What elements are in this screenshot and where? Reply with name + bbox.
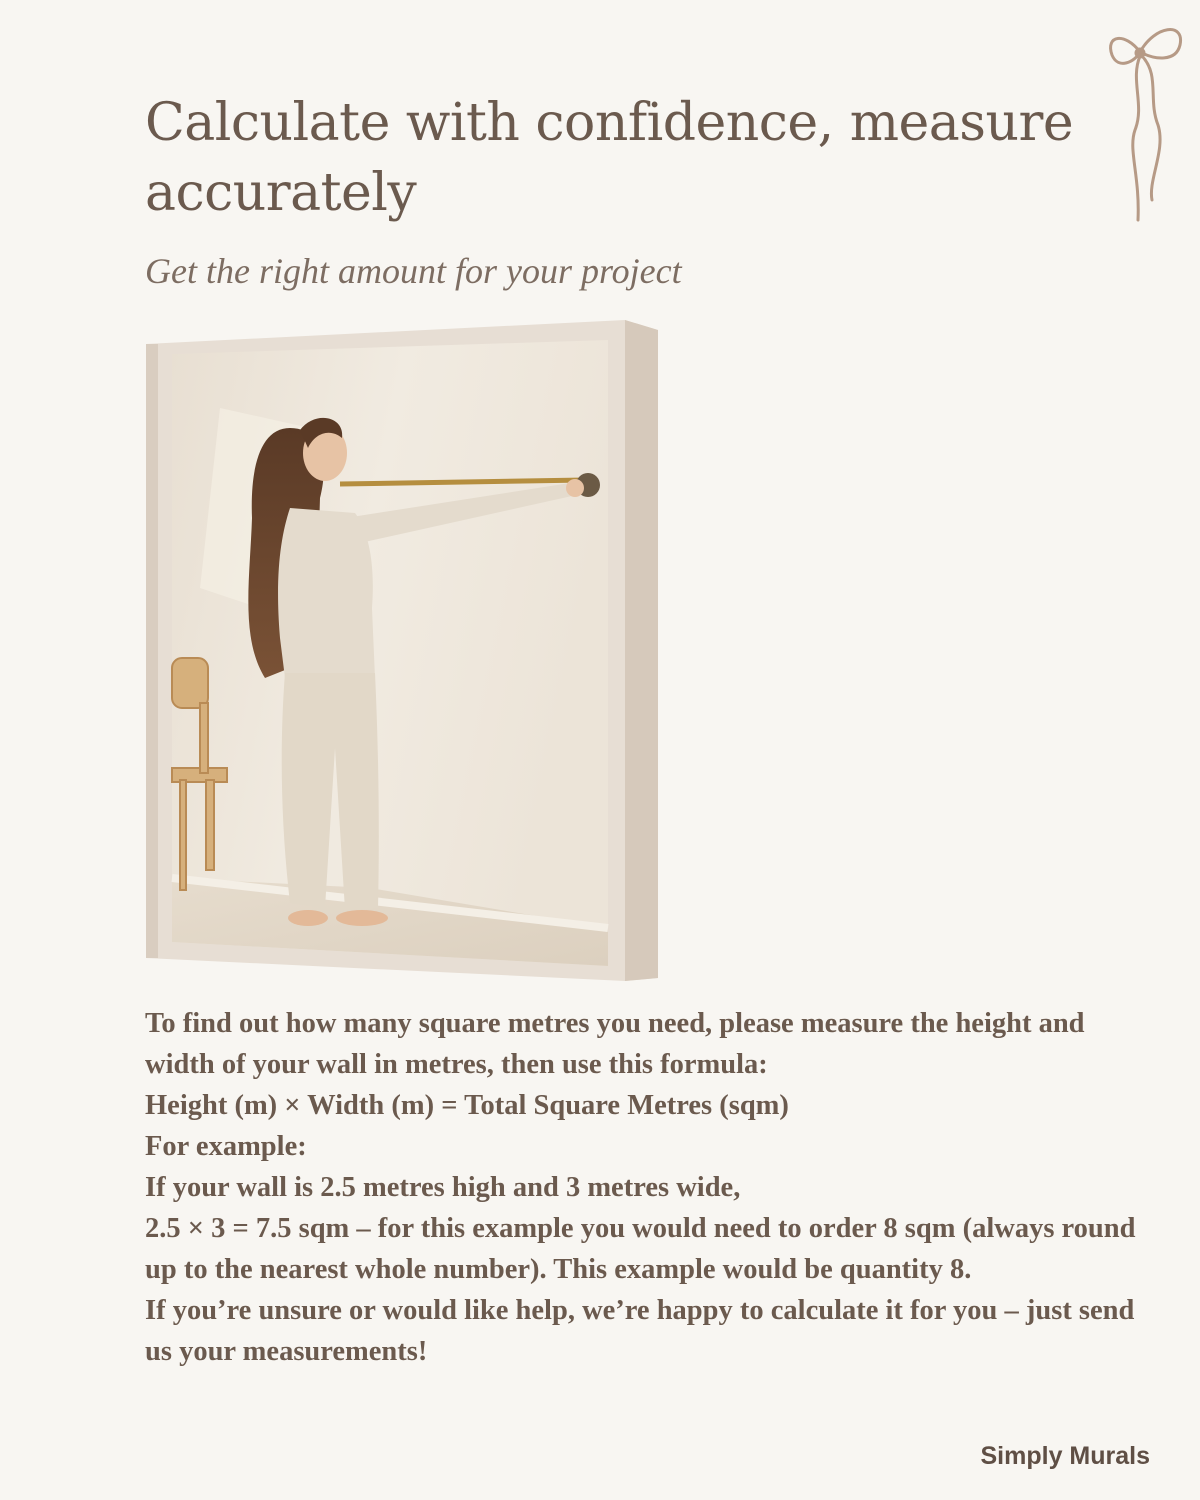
instruction-example-result: 2.5 × 3 = 7.5 sqm – for this example you would need to order 8 sqm (always round up to the nearest whole number). This example would be quantity 8. xyxy=(145,1213,1136,1285)
instructions-text xyxy=(145,1003,1145,1372)
page-subtitle: Get the right amount for your project xyxy=(145,251,682,291)
instruction-example-dimensions: If your wall is 2.5 metres high and 3 metres wide, xyxy=(145,1172,741,1203)
instruction-example-label: For example: xyxy=(145,1131,307,1162)
ribbon-bow-icon xyxy=(1100,10,1200,230)
page-title: Calculate with confidence, measure accurately xyxy=(145,93,1074,223)
measuring-photo-frame xyxy=(140,318,660,983)
instruction-help: If you’re unsure or would like help, we’re happy to calculate it for you – just send us your measurements! xyxy=(145,1295,1135,1367)
instruction-intro: To find out how many square metres you need, please measure the height and width of your wall in metres, then use this formula: xyxy=(145,1008,1085,1080)
instruction-formula: Height (m) × Width (m) = Total Square Metres (sqm) xyxy=(145,1090,789,1121)
brand-name: Simply Murals xyxy=(980,1442,1150,1470)
woman-measuring-wall-photo xyxy=(140,318,660,983)
